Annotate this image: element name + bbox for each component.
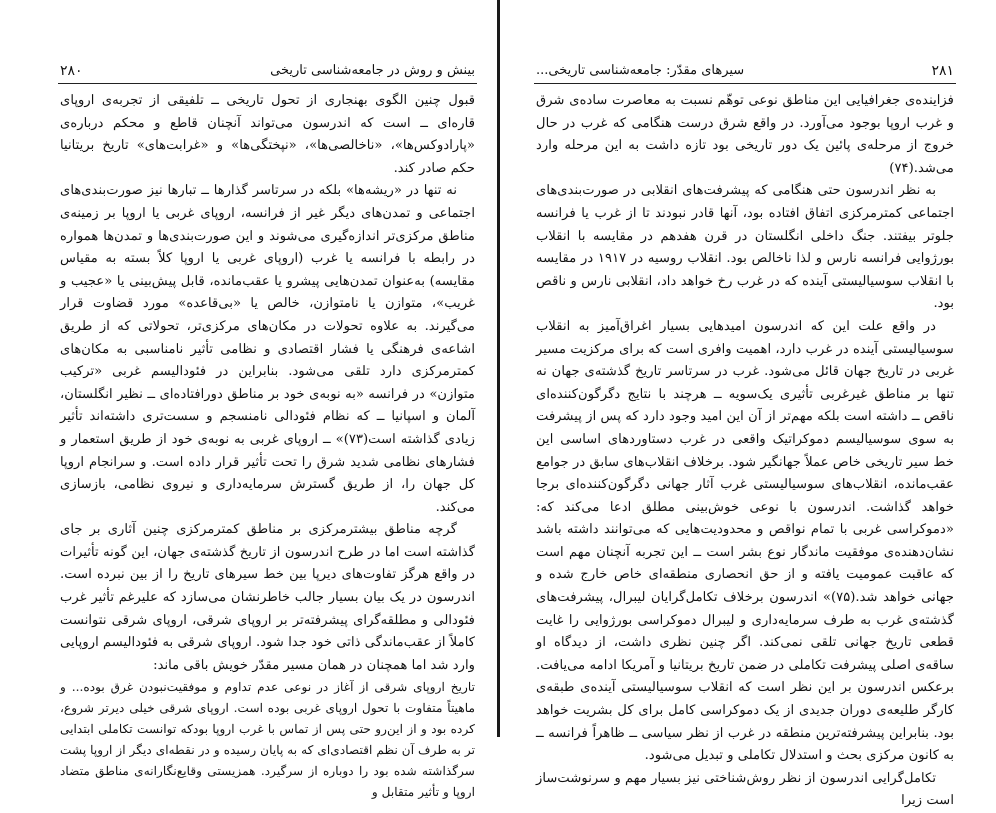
page-number: ۲۸۱	[931, 63, 954, 79]
paragraph: به نظر اندرسون حتی هنگامی که پیشرفت‌های انقلابی در صورت‌بندی‌های اجتماعی کمترمرکزی اتفاق افتاده بود، آنها قادر نبودند تا از غرب یا فرانسه جلوتر بیفتند. جنگ داخلی انگلستان در قرن هفدهم در مقایسه با انقلاب بورژوایی فرانسه نارس و لذا ناخالص بود. انقلاب روسیه در ۱۹۱۷ در مقایسه با انقلاب سوسیالیستی آینده که در غرب رخ خواهد داد، انقلابی نارس و ناقص بود.	[536, 183, 954, 312]
right-page-header	[536, 60, 954, 82]
header-rule	[58, 83, 477, 84]
paragraph: در واقع علت این که اندرسون امیدهایی بسیار اغراق‌آمیز به انقلاب سوسیالیستی آینده در غرب دارد، اهمیت وافری است که برای مرکزیت مسیر غربی در تاریخ جهان قائل می‌شود. غرب در سرتاسر تاریخ گذشته‌ی جهان نه تنها بر مناطق غیرغربی تأثیری یک‌سویه ــ هرچند با نتایج دگرگون‌کننده‌ای ناقص ــ داشته است بلکه مهم‌تر از آن این امید وجود دارد که پس از پیشرفت به سوی سوسیالیسم دموکراتیک واقعی در غرب دستاوردهای اساسی این خط سیر تاریخی خاص عملاً جهانگیر شود. برخلاف انقلاب‌های سابق در جوامع عقب‌مانده، انقلاب‌های سوسیالیستی غرب آثار جهانی دگرگون‌کننده‌ای برجا خواهد گذاشت. اندرسون با نوعی خوش‌بینی مطلق ادعا می‌کند که: «دموکراسی غربی با تمام نواقص و محدودیت‌هایی که می‌توانند داشته باشد نشان‌دهنده‌ی موفقیت ماندگار نوع بشر است ــ این تجربه آنچنان مهم است که عاقبت عمومیت یافته و از حق انحصاری منطقه‌ای خاص خارج شده و جهانی خواهد شد.(۷۵)» اندرسون برخلاف تکامل‌گرایان لیبرال، پیشرفت‌های گذشته‌ی غرب به طرف سرمایه‌داری و لیبرال دموکراسی بورژوایی را غایت قطعی تاریخ جهانی تلقی نمی‌کند. اگر چنین نظری داشت، از دیدگاه او ساقه‌ی اصلی پیشرفت تکاملی در ضمن تاریخ بریتانیا و آمریکا ادامه می‌یافت. برعکس اندرسون بر این نظر است که انقلاب سوسیالیستی آینده‌ی طبقه‌ی کارگر طلیعه‌ی دوران جدیدی از یک دموکراسی کامل برای کل بشریت خواهد بود. بنابراین پیشرفته‌ترین منطقه در غرب از نظر سیاسی ــ ظاهراً فرانسه ــ به کانون مرکزی بحث و استدلال تکاملی و تبدیل می‌شود.	[536, 318, 954, 764]
left-page-header	[60, 60, 475, 82]
running-title: سیرهای مقدّر: جامعه‌شناسی تاریخی...	[536, 63, 745, 78]
left-page	[0, 0, 497, 800]
paragraph: گرچه مناطق بیشترمرکزی بر مناطق کمترمرکزی چنین آثاری بر جای گذاشته است اما در طرح اندرسون از تاریخ گذشته‌ی جهان، این گونه تأثیرات در واقع هرگز تفاوت‌های دیرپا بین خط سیرهای تاریخ را از بین نبرده است. اندرسون در یک بیان بسیار جالب خاطرنشان می‌سازد که علیرغم تأثیر غرب فئودالی و مطلقه‌گرای پیشرفته‌تر بر اروپای شرقی، اروپای شرقی نتوانست کاملاً از عقب‌ماندگی ذاتی خود جدا شود. اروپای شرقی به فئودالیسم اروپایی وارد شد اما همچنان در همان مسیر مقدّر خویش باقی ماند:	[60, 522, 475, 673]
header-rule	[534, 83, 956, 84]
paragraph: تکامل‌گرایی اندرسون از نظر روش‌شناختی نیز بسیار مهم و سرنوشت‌ساز است زیرا	[536, 770, 954, 809]
block-quote: تاریخ اروپای شرقی از آغاز در نوعی عدم تداوم و موفقیت‌نبودن غرق بوده... و ماهیتاً متفاوت با تحول اروپای غربی بوده است. اروپای شرقی خیلی دیرتر شروع، کرده بود و از این‌رو حتی پس از تماس با غرب اروپا بودکه توانست تکاملی ابتدایی تر به طرف آن نظم اقتصادی‌ای که به پایان رسیده و در نقطه‌ای دیگر از اروپا پشت سرگذاشته شده بود را دوباره از سرگیرد. همزیستی وقایع‌نگارانه‌ی مناطق متضاد اروپا و تأثیر متقابل و	[60, 680, 475, 800]
right-page	[500, 0, 996, 809]
running-title: بینش و روش در جامعه‌شناسی تاریخی	[270, 63, 475, 78]
paragraph: نه تنها در «ریشه‌ها» بلکه در سرتاسر گذارها ــ تبارها نیز صورت‌بندی‌های اجتماعی و تمدن‌های دیگر غیر از فرانسه، اروپای غربی یا اروپا بر زمینه‌ی مناطق مرکزی‌تر اندازه‌گیری می‌شوند و این صورت‌بندی‌ها و تمدن‌ها همواره در رابطه با فرانسه یا غرب (اروپای غربی یا اروپا کلاً بسته به مقیاس مقایسه) به‌عنوان تمدن‌هایی پیشرو یا عقب‌مانده، قابل پیش‌بینی یا «عجیب و غریب»، متوازن یا نامتوازن، خالص یا «بی‌قاعده» مورد قضاوت قرار می‌گیرند. به علاوه تحولات در مکان‌های مرکزی‌تر، تحولاتی که از طریق اشاعه‌ی فرهنگی یا فشار اقتصادی و نظامی تأثیر نامناسبی به مکان‌های کمترمرکزی دارد تلقی می‌شود. بنابراین در فئودالیسم غربی «ترکیب متوازن» در فرانسه «به نوبه‌ی خود بر مناطق دورافتاده‌ای ــ نظیر انگلستان، آلمان و اسپانیا ــ که نظام فئودالی نامنسجم و سست‌تری داشته‌اند تأثیر زیادی گذاشته است(۷۳)» ــ اروپای غربی به نوبه‌ی خود از طریق استعمار و فشارهای نظامی شدید شرق را تحت تأثیر قرار داده است. و سرانجام اروپا کل جهان را، از طریق گسترش سرمایه‌داری و نیروی نظامی، بازسازی می‌کند.	[60, 183, 475, 515]
page-body	[60, 90, 475, 800]
page-number: ۲۸۰	[60, 63, 83, 79]
paragraph: قبول چنین الگوی بهنجاری از تحول تاریخی ــ تلفیقی از تجربه‌ی اروپای قاره‌ای ــ است که اندرسون می‌تواند آنچنان قاطع و محکم درباره‌ی «پارادوکس‌ها»، «ناخالصی‌ها»، «نپختگی‌ها» و «غرابت‌های» تاریخ بریتانیا حکم صادر کند.	[60, 93, 475, 176]
paragraph: فزاینده‌ی جغرافیایی این مناطق نوعی توهّم نسبت به معاصرت ساده‌ی شرق و غرب اروپا بوجود می‌آورد. در واقع شرق درست هنگامی که غرب در حال خروج از مرحله‌ی پائین یک دور تاریخی بود تازه داشت به این مرحله وارد می‌شد.(۷۴)	[536, 93, 954, 176]
page-body	[536, 90, 954, 809]
